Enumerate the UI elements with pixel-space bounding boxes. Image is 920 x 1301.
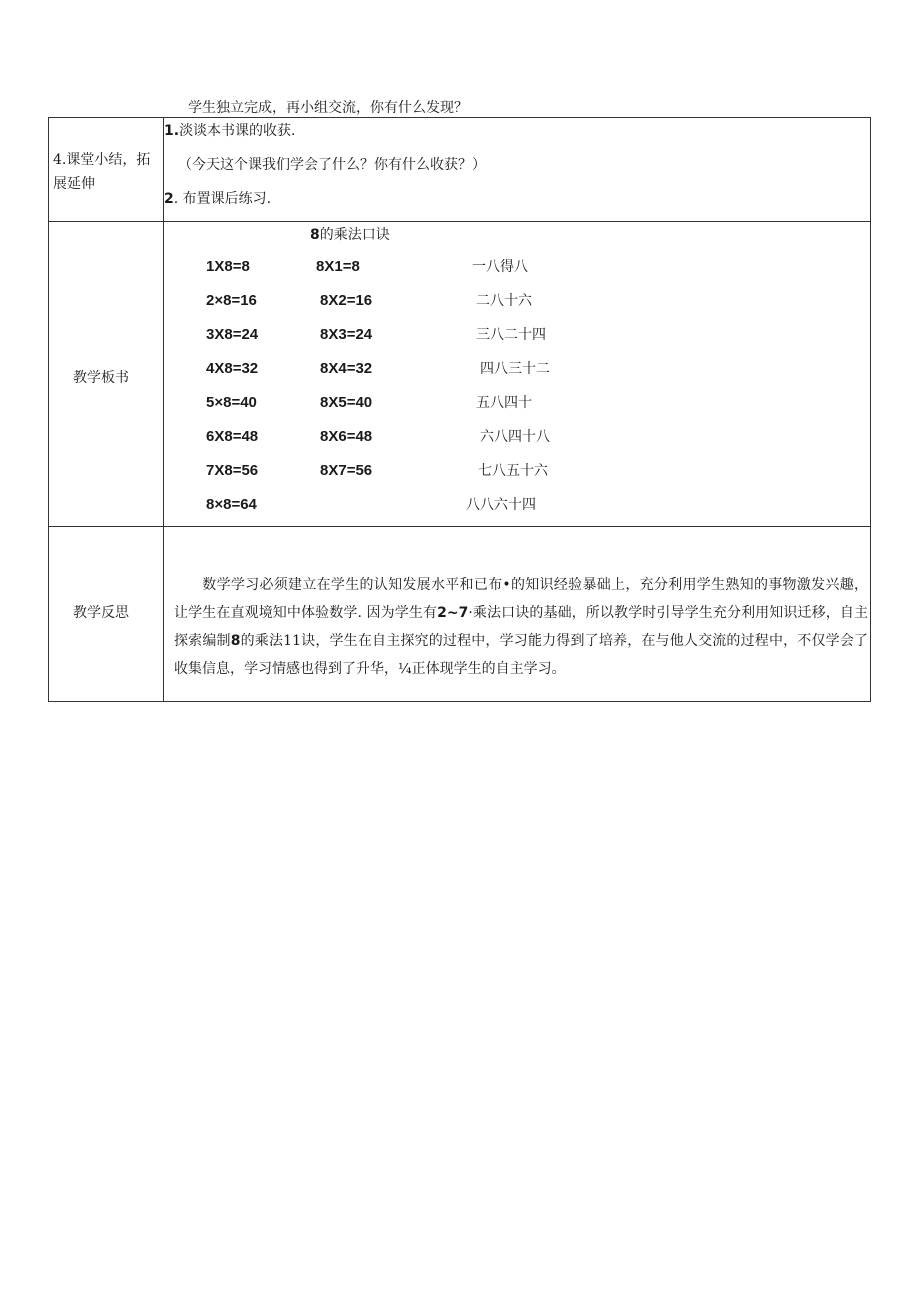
summary-item-1 (164, 122, 296, 140)
summary-label-cell (49, 118, 164, 222)
board-right-equation: 8X3=24 (320, 326, 373, 343)
board-right-equation: 8X4=32 (320, 360, 373, 377)
board-rhyme: 五八四十 (476, 395, 532, 411)
summary-label-text: 4.课堂小结，拓展延伸 (53, 152, 151, 192)
reflection-label-cell (49, 527, 164, 702)
reflection-content-cell (164, 527, 871, 702)
summary-label (53, 148, 161, 196)
summary-item-1-num: 1. (164, 123, 180, 139)
board-left-equation: 1X8=8 (206, 258, 250, 275)
board-rhyme: 八八六十四 (466, 497, 536, 513)
summary-item-3-num: 2 (164, 191, 174, 207)
board-right-equation: 8X5=40 (320, 394, 373, 411)
reflection-part-3: ·乘法口诀的基础，所以教学时引导学生充分利用知识迁移，自主探索编制 (174, 605, 868, 649)
board-title-text: 的乘法口诀 (319, 227, 390, 243)
board-right-equation: 8X6=48 (320, 428, 373, 445)
lesson-table (48, 117, 871, 702)
reflection-label: 教学反思 (73, 605, 129, 621)
board-content-cell (164, 222, 871, 527)
board-rhyme: 二八十六 (476, 293, 532, 309)
reflection-paragraph (174, 571, 868, 683)
board-title (310, 226, 390, 244)
board-left-equation: 5×8=40 (206, 394, 257, 411)
summary-item-1-text: 淡谈本书课的收获. (179, 123, 296, 139)
reflection-part-2: 2~7 (437, 605, 469, 621)
board-right-equation: 8X1=8 (316, 258, 360, 275)
board-left-equation: 8×8=64 (206, 496, 257, 513)
board-left-equation: 4X8=32 (206, 360, 259, 377)
reflection-part-5: 的乘法11诀，学生在自主探究的过程中，学习能力得到了培养，在与他人交流的过程中，不仅学会了收集信息，学习情感也得到了升华，¼正体现学生的自主学习。 (174, 633, 868, 677)
board-rhyme: 三八二十四 (476, 327, 546, 343)
board-rhyme: 七八五十六 (478, 463, 548, 479)
board-label-cell (49, 222, 164, 527)
board-left-equation: 7X8=56 (206, 462, 259, 479)
board-label: 教学板书 (73, 370, 129, 386)
board-rhyme: 一八得八 (472, 259, 528, 275)
summary-item-2-text: （今天这个课我们学会了什么？你有什么收获？） (178, 157, 486, 173)
board-right-equation: 8X2=16 (320, 292, 373, 309)
summary-row (49, 118, 871, 222)
reflection-part-4: 8 (230, 633, 241, 649)
summary-content-cell (164, 118, 871, 222)
intro-text: 学生独立完成，再小组交流，你有什么发现？ (188, 100, 468, 116)
reflection-row (49, 527, 871, 702)
summary-item-3-text: . 布置课后练习. (173, 191, 272, 207)
board-left-equation: 3X8=24 (206, 326, 259, 343)
board-left-equation: 6X8=48 (206, 428, 259, 445)
reflection-part-1: 数学学习必须建立在学生的认知发展水平和已布•的知识经验暴础上，充分利用学生熟知的事物激发兴趣，让学生在直观境知中体验数学. 因为学生有 (174, 577, 868, 621)
board-row (49, 222, 871, 527)
board-left-equation: 2×8=16 (206, 292, 257, 309)
board-rhyme: 六八四十八 (480, 429, 550, 445)
summary-item-2 (178, 156, 486, 174)
summary-item-3 (164, 190, 271, 208)
board-rhyme: 四八三十二 (480, 361, 550, 377)
board-right-equation: 8X7=56 (320, 462, 373, 479)
board-title-num: 8 (310, 227, 320, 243)
